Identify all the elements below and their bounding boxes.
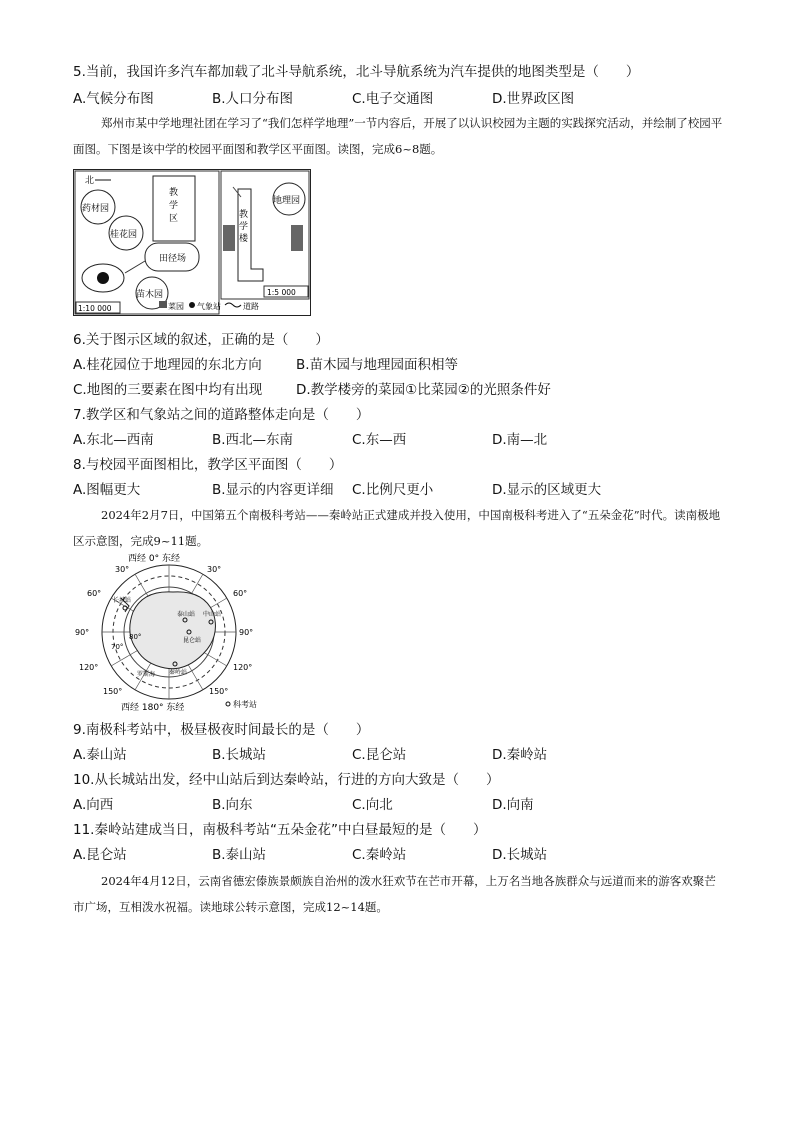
- scale-right: 1:5 000: [267, 288, 296, 297]
- station-label-taishan: 泰山站: [177, 611, 196, 618]
- lat-80: 80°: [129, 633, 142, 641]
- q10-option-a: A.向西: [73, 797, 114, 813]
- q7-stem: 7.教学区和气象站之间的道路整体走向是（ ）: [73, 407, 370, 423]
- q11-stem: 11.秦岭站建成当日，南极科考站“五朵金花”中白昼最短的是（ ）: [73, 822, 487, 838]
- q5-option-d: D.世界政区图: [492, 91, 575, 107]
- left-lon-30: 30°: [115, 565, 130, 574]
- vegetable-plot-1: [223, 225, 235, 251]
- svg-text:学: 学: [239, 222, 249, 232]
- right-lon-150: 150°: [209, 687, 229, 696]
- svg-text:教: 教: [239, 210, 249, 220]
- q6-option-d: D.教学楼旁的菜园①比菜园②的光照条件好: [296, 382, 551, 398]
- q7-option-c: C.东—西: [352, 432, 407, 448]
- q10-option-d: D.向南: [492, 797, 534, 813]
- herb-garden-label: 药材园: [82, 204, 110, 214]
- track-field-label: 田径场: [159, 254, 187, 264]
- q8-option-c: C.比例尺更小: [352, 482, 434, 498]
- north-label: 北: [85, 176, 95, 186]
- svg-text:楼: 楼: [239, 234, 249, 244]
- nursery-garden-label: 苗木园: [136, 290, 164, 300]
- right-lon-30: 30°: [207, 565, 222, 574]
- campus-map: [73, 169, 311, 316]
- left-lon-60: 60°: [87, 589, 102, 598]
- legend-vegetable: 菜园: [168, 302, 184, 311]
- svg-text:区: 区: [169, 214, 179, 224]
- svg-text:教: 教: [169, 188, 179, 198]
- scale-left: 1:10 000: [78, 304, 112, 313]
- q9-stem: 9.南极科考站中，极昼极夜时间最长的是（ ）: [73, 722, 370, 738]
- q5-stem: 5.当前，我国许多汽车都加载了北斗导航系统，北斗导航系统为汽车提供的地图类型是（ ）: [73, 64, 640, 80]
- q9-option-c: C.昆仑站: [352, 747, 407, 763]
- lat-70: 70°: [111, 643, 124, 651]
- station-label-kunlun: 昆仑站: [183, 637, 202, 644]
- q5-option-a: A.气候分布图: [73, 91, 154, 107]
- osmanthus-garden-label: 桂花园: [110, 230, 138, 240]
- map-top-label: 西经 0° 东经: [128, 554, 180, 564]
- q6-option-b: B.苗木园与地理园面积相等: [296, 357, 459, 373]
- legend-station-label: 科考站: [233, 700, 257, 709]
- q10-stem: 10.从长城站出发，经中山站后到达秦岭站，行进的方向大致是（ ）: [73, 772, 500, 788]
- q6-option-a: A.桂花园位于地理园的东北方向: [73, 357, 262, 373]
- left-lon-150: 150°: [103, 687, 123, 696]
- q11-option-d: D.长城站: [492, 847, 548, 863]
- map-bottom-label: 西经 180° 东经: [121, 703, 185, 713]
- intro-6-8: 郑州市某中学地理社团在学习了“我们怎样学地理”一节内容后，开展了以认识校园为主题的实践探究活动，并绘制了校园平面图。下图是该中学的校园平面图和教学区平面图。读图，完成6~8题。: [73, 116, 723, 156]
- right-lon-120: 120°: [233, 663, 253, 672]
- q10-option-b: B.向东: [212, 797, 253, 813]
- svg-text:学: 学: [169, 201, 179, 211]
- station-label-qinling: 秦岭站: [169, 669, 188, 676]
- weather-station: [97, 272, 109, 284]
- intro-12-14: 2024年4月12日，云南省德宏傣族景颇族自治州的泼水狂欢节在芒市开幕，上万名当地各族群众与远道而来的游客欢聚芒市广场，互相泼水祝福。读地球公转示意图，完成12~14题。: [73, 874, 716, 914]
- right-lon-60: 60°: [233, 589, 248, 598]
- q11-option-a: A.昆仑站: [73, 847, 127, 863]
- q8-option-b: B.显示的内容更详细: [212, 482, 334, 498]
- intro-9-11: 2024年2月7日，中国第五个南极科考站——秦岭站正式建成并投入使用，中国南极科考进入了“五朵金花”时代。读南极地区示意图，完成9~11题。: [73, 508, 721, 548]
- q9-option-b: B.长城站: [212, 747, 267, 763]
- geography-garden-label: 地理园: [273, 196, 301, 206]
- vegetable-plot-2: [291, 225, 303, 251]
- left-lon-120: 120°: [79, 663, 99, 672]
- station-label-changcheng: 长城站: [113, 597, 132, 604]
- q7-option-d: D.南—北: [492, 432, 548, 448]
- q7-option-a: A.东北—西南: [73, 432, 154, 448]
- ross-sea-label: 罗斯海: [137, 671, 156, 678]
- q8-option-a: A.图幅更大: [73, 482, 141, 498]
- q8-stem: 8.与校园平面图相比，教学区平面图（ ）: [73, 457, 343, 473]
- q9-option-a: A.泰山站: [73, 747, 127, 763]
- q5-option-b: B.人口分布图: [212, 91, 294, 107]
- q9-option-d: D.秦岭站: [492, 747, 548, 763]
- legend-station: 气象站: [197, 302, 221, 311]
- q6-option-c: C.地图的三要素在图中均有出现: [73, 382, 263, 398]
- legend-road: 道路: [243, 302, 259, 311]
- right-lon-90: 90°: [239, 628, 254, 637]
- q7-option-b: B.西北—东南: [212, 432, 294, 448]
- q6-stem: 6.关于图示区域的叙述，正确的是（ ）: [73, 332, 329, 348]
- q10-option-c: C.向北: [352, 797, 393, 813]
- left-lon-90: 90°: [75, 628, 90, 637]
- q11-option-c: C.秦岭站: [352, 847, 407, 863]
- q8-option-d: D.显示的区域更大: [492, 482, 602, 498]
- antarctic-map: [73, 550, 265, 714]
- q5-option-c: C.电子交通图: [352, 91, 434, 107]
- station-label-zhongshan: 中山站: [203, 611, 222, 618]
- q11-option-b: B.泰山站: [212, 847, 267, 863]
